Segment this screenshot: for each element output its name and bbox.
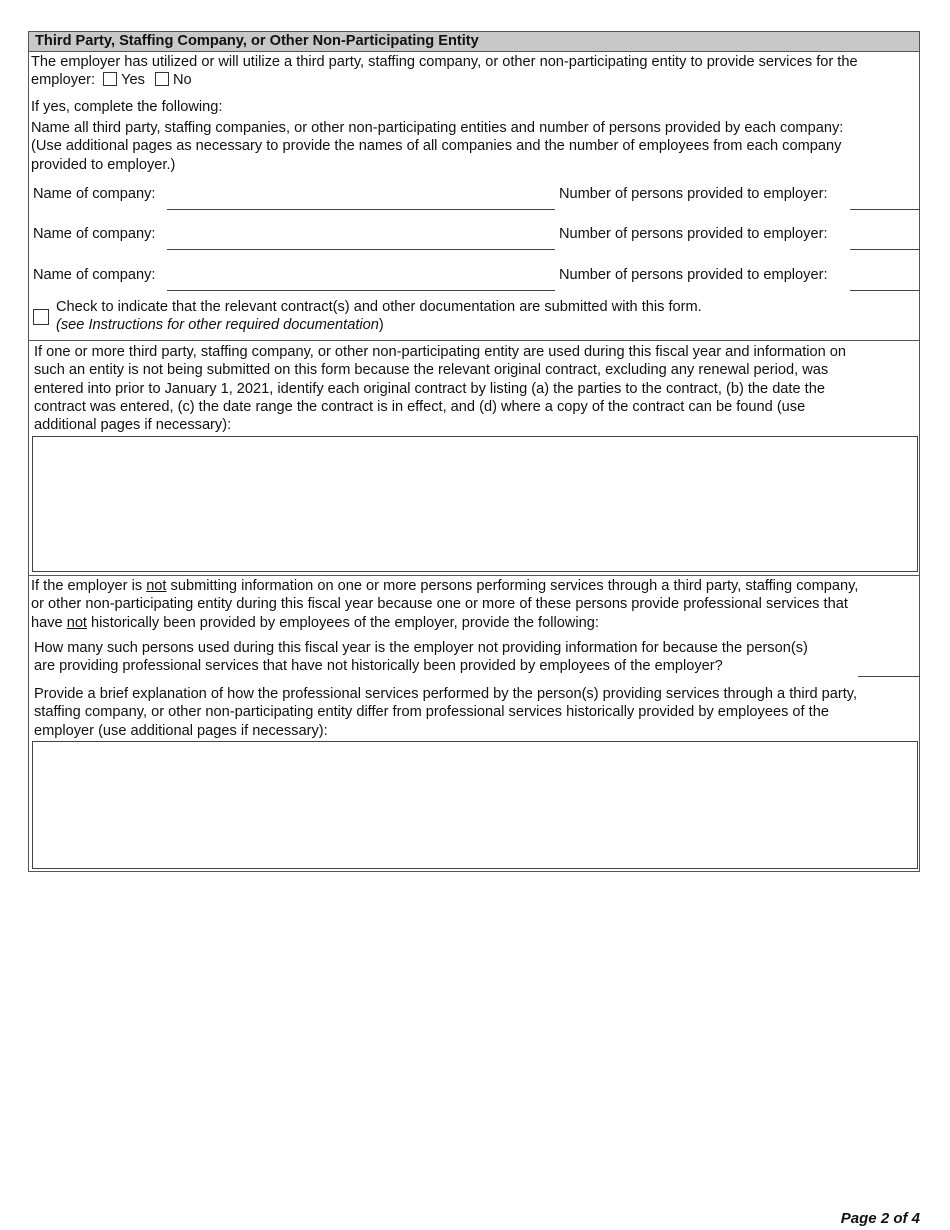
company-name-label-3: Name of company: <box>33 267 156 283</box>
no-checkbox[interactable] <box>155 72 169 86</box>
utilization-question-line1: The employer has utilized or will utilize a third party, staffing company, or other non-participating entity to provide services for the <box>31 54 858 70</box>
company-name-input-3[interactable] <box>167 270 555 291</box>
explanation-line3: employer (use additional pages if necessary): <box>34 722 328 739</box>
professional-instructions <box>31 577 919 632</box>
persons-count-question-line1: How many such persons used during this fiscal year is the employer not providing information for because the person(s) <box>34 640 808 656</box>
utilization-question-line2 <box>31 71 919 89</box>
utilization-question <box>31 53 919 90</box>
company-name-input-1[interactable] <box>167 189 555 210</box>
company-name-label-1: Name of company: <box>33 186 156 202</box>
explanation-instructions <box>34 685 918 740</box>
company-name-input-2[interactable] <box>167 229 555 250</box>
contracts-line4: contract was entered, (c) the date range the contract is in effect, and (d) where a copy of the contract can be found (use <box>34 398 806 415</box>
contracts-line5: additional pages if necessary): <box>34 417 232 434</box>
explanation-line1: Provide a brief explanation of how the professional services performed by the person(s) providing services through a third party, <box>34 686 858 702</box>
explanation-textarea[interactable] <box>33 742 917 868</box>
page-number: Page 2 of 4 <box>840 1210 920 1227</box>
professional-line3-start: have <box>31 614 67 631</box>
professional-line1 <box>31 577 919 595</box>
divider <box>29 575 919 576</box>
if-yes-intro: If yes, complete the following: <box>31 99 223 115</box>
persons-label-1: Number of persons provided to employer: <box>559 186 828 202</box>
yes-checkbox[interactable] <box>103 72 117 86</box>
explanation-line2: staffing company, or other non-participating entity differ from professional services historically provided by employees of the <box>34 704 829 721</box>
documentation-line2 <box>56 316 702 334</box>
if-yes-instruction-line2: (Use additional pages as necessary to provide the names of all companies and the number of employees from each company <box>31 138 842 155</box>
persons-input-2[interactable] <box>850 229 920 250</box>
no-label: No <box>173 72 192 89</box>
yes-label: Yes <box>121 72 145 89</box>
documentation-note-close: ) <box>378 317 384 334</box>
contracts-line1: If one or more third party, staffing company, or other non-participating entity are used during this fiscal year and information on <box>34 344 847 360</box>
professional-line3 <box>31 614 919 632</box>
persons-input-3[interactable] <box>850 270 920 291</box>
professional-line3-not: not <box>66 614 87 631</box>
persons-count-input[interactable] <box>858 656 920 677</box>
if-yes-instructions <box>31 119 919 174</box>
explanation-textbox-frame <box>32 741 918 869</box>
utilization-question-label: employer: <box>31 72 96 89</box>
contracts-textbox-frame <box>32 436 918 572</box>
persons-count-question <box>34 639 859 676</box>
documentation-text <box>56 298 702 335</box>
professional-line1-not: not <box>146 578 167 594</box>
documentation-checkbox[interactable] <box>33 309 49 325</box>
if-yes-instruction-line3: provided to employer.) <box>31 156 176 173</box>
documentation-line1: Check to indicate that the relevant contract(s) and other documentation are submitted with this form. <box>56 299 702 315</box>
third-party-form-section <box>28 31 920 872</box>
professional-line1-end: submitting information on one or more persons performing services through a third party, staffing company, <box>166 578 859 594</box>
contracts-instructions <box>34 343 918 434</box>
persons-count-question-line2: are providing professional services that have not historically been provided by employees of the employer? <box>34 658 723 675</box>
divider <box>29 340 919 341</box>
professional-line2: or other non-participating entity during this fiscal year because one or more of these persons provide professional services that <box>31 596 848 613</box>
contracts-line2: such an entity is not being submitted on this form because the relevant original contract, excluding any renewal period, was <box>34 362 829 379</box>
persons-label-2: Number of persons provided to employer: <box>559 226 828 242</box>
company-name-label-2: Name of company: <box>33 226 156 242</box>
persons-label-3: Number of persons provided to employer: <box>559 267 828 283</box>
contracts-line3: entered into prior to January 1, 2021, identify each original contract by listing (a) the parties to the contract, (b) the date the <box>34 380 825 397</box>
professional-line3-end: historically been provided by employees of the employer, provide the following: <box>87 614 599 631</box>
professional-line1-start: If the employer is <box>31 578 147 594</box>
contracts-textarea[interactable] <box>33 437 917 571</box>
persons-input-1[interactable] <box>850 189 920 210</box>
documentation-note: (see Instructions for other required documentation <box>56 317 379 334</box>
if-yes-instruction-line1: Name all third party, staffing companies, or other non-participating entities and number of persons provided by each company: <box>31 120 844 136</box>
section-title: Third Party, Staffing Company, or Other Non-Participating Entity <box>29 32 919 52</box>
